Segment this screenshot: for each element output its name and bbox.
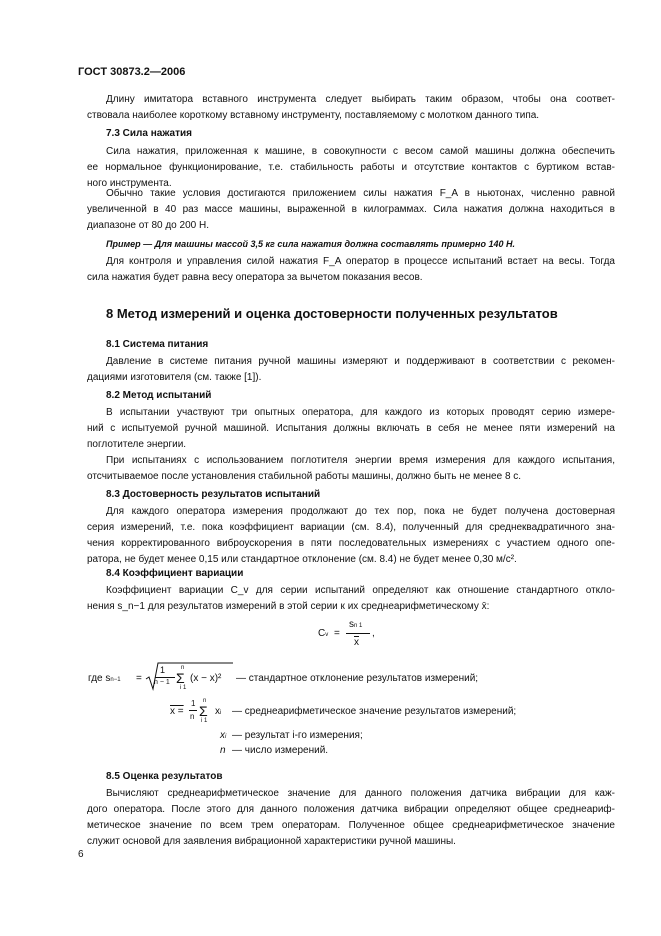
text-line: служит основой для заявления вибрационной характеристики ручной машины.: [87, 836, 456, 847]
example-note: Пример — Для машины массой 3,5 кг сила нажатия должна составлять примерно 140 Н.: [106, 239, 515, 249]
text-line: Длину имитатора вставного инструмента следует выбирать таким образом, чтобы она соответ-: [106, 94, 615, 105]
sum-body: (x − x)²: [190, 673, 222, 684]
subsection-7-3-title: 7.3 Сила нажатия: [106, 128, 192, 139]
sum-upper: n: [203, 698, 207, 704]
text-line: Для каждого оператора измерения продолжают до тех пор, пока не будет получена достоверная: [106, 506, 615, 517]
formula-cv-lhs: Cv: [318, 628, 329, 639]
subsection-8-1-title: 8.1 Система питания: [106, 339, 209, 350]
text-line: ствовала наиболее короткому вставному инструменту, поставляемому с молотком данного типа.: [87, 110, 540, 121]
paragraph-variation: [87, 583, 615, 615]
text-line: поглотителе энергии.: [87, 439, 187, 450]
text-line: сила нажатия будет равна весу оператора за вычетом показания весов.: [87, 272, 423, 283]
sqrt-numerator: 1: [160, 665, 166, 675]
page-number: 6: [78, 849, 84, 860]
text-line: серия измерений, т.е. пока коэффициент вариации (см. 8.4), полученный для среднеквадратичного зна-: [87, 522, 615, 533]
subsection-8-2-title: 8.2 Метод испытаний: [106, 390, 212, 401]
subsection-8-3-title: 8.3 Достоверность результатов испытаний: [106, 489, 321, 500]
paragraph-power-supply: [87, 354, 615, 386]
text-line: метическое значение по всем трем операторам. Полученное общее среднеарифметическое значение: [87, 820, 615, 831]
text-line: дого оператора. После этого для данного положения датчика вибрации определяют общее среднеариф-: [87, 804, 615, 815]
fraction-bar: [155, 677, 175, 678]
sum-lower: i 1: [201, 718, 208, 724]
mean-denominator: n: [190, 712, 195, 721]
mean-numerator: 1: [191, 699, 196, 708]
text-line: Сила нажатия, приложенная к машине, в совокупности с весом самой машины должна обеспечить: [106, 146, 615, 157]
text-line: Обычно такие условия достигаются приложением силы нажатия F_A в ньютонах, численно равной: [106, 188, 615, 199]
text-line: ратора, не будет менее 0,15 или стандартное отклонение (см. 8.4) не будет менее 0,30 м/с².: [87, 554, 517, 565]
text-line: чения корректированного виброускорения в пяти последовательных измерениях с участием одного опе-: [87, 538, 615, 549]
text-line: Давление в системе питания ручной машины измеряют и поддерживают в соответствии с рекомен-: [106, 356, 615, 367]
text-line: В испытании участвуют три опытных оператора, для каждого из которых проводят серию измере-: [106, 407, 615, 418]
sum-upper: n: [181, 665, 185, 671]
desc-n: — число измерений.: [232, 745, 329, 756]
text-line: Вычисляют среднеарифметическое значение для данного положения датчика вибрации для каж-: [106, 788, 615, 799]
desc-xi: — результат i-го измерения;: [232, 730, 363, 741]
sum-lower: i 1: [180, 685, 187, 691]
paragraph-reliability: [87, 504, 615, 568]
sum-icon: Σ: [199, 703, 208, 719]
sum-icon: Σ: [176, 670, 185, 686]
paragraph-imitator-length: [87, 92, 615, 124]
sqrt-denominator: n − 1: [154, 679, 170, 686]
text-line: Для контроля и управления силой нажатия F_A оператор в процессе испытаний встает на весы. Тогда: [106, 256, 615, 267]
paragraph-force-2: [87, 186, 615, 234]
document-header: ГОСТ 30873.2—2006: [78, 66, 186, 78]
paragraph-force-control: [87, 254, 615, 286]
text-line: При испытаниях с использованием поглотителя энергии время измерения для каждого испытания,: [106, 455, 615, 466]
section-8-title: 8 Метод измерений и оценка достоверности полученных результатов: [106, 306, 558, 321]
subsection-8-5-title: 8.5 Оценка результатов: [106, 771, 223, 782]
paragraph-measure-time: [87, 453, 615, 485]
text-line: ного инструмента.: [87, 178, 172, 189]
text-line: увеличенной в 40 раз массе машины, выраженной в килограммах. Сила нажатия должна находиться в: [87, 204, 615, 215]
text-line: нения s_n−1 для результатов измерений в этой серии к их среднеарифметическому x̄:: [87, 601, 490, 612]
text-line: ее нормальное функционирование, т.е. стабильность работы и отсутствие контактов с буртиком встав-: [87, 162, 615, 173]
where-label: где sn−1: [88, 673, 121, 684]
formula-cv-numerator: sn 1: [349, 619, 363, 630]
paragraph-results-evaluation: [87, 786, 615, 850]
text-line: дациями изготовителя (см. также [1]).: [87, 372, 262, 383]
desc-mean: — среднеарифметическое значение результатов измерений;: [232, 706, 517, 717]
formula-comma: ,: [372, 628, 375, 639]
xi-symbol: xi: [220, 730, 227, 741]
fraction-bar: [346, 633, 370, 634]
text-line: ний с испытуемой ручной машиной. Испытания должны включать в себя не менее пяти измерений на: [87, 423, 615, 434]
paragraph-force-1: [87, 144, 615, 192]
formula-eq: =: [334, 628, 340, 639]
mean-body: xi: [215, 706, 222, 717]
text-line: диапазоне от 80 до 200 Н.: [87, 220, 209, 231]
paragraph-test-method: [87, 405, 615, 453]
text-line: Коэффициент вариации C_v для серии испытаний определяют как отношение стандартного откло-: [106, 585, 615, 596]
formula-cv-denominator: $\overline{x}$: [354, 637, 359, 648]
mean-lhs: x =: [170, 706, 184, 717]
n-symbol: n: [220, 745, 226, 756]
fraction-bar: [189, 710, 197, 711]
formula-eq: =: [136, 673, 142, 684]
subsection-8-4-title: 8.4 Коэффициент вариации: [106, 568, 244, 579]
text-line: отсчитываемое после установления стабильной работы машины, должно быть не менее 8 с.: [87, 471, 522, 482]
desc-std-dev: — стандартное отклонение результатов измерений;: [236, 673, 479, 684]
